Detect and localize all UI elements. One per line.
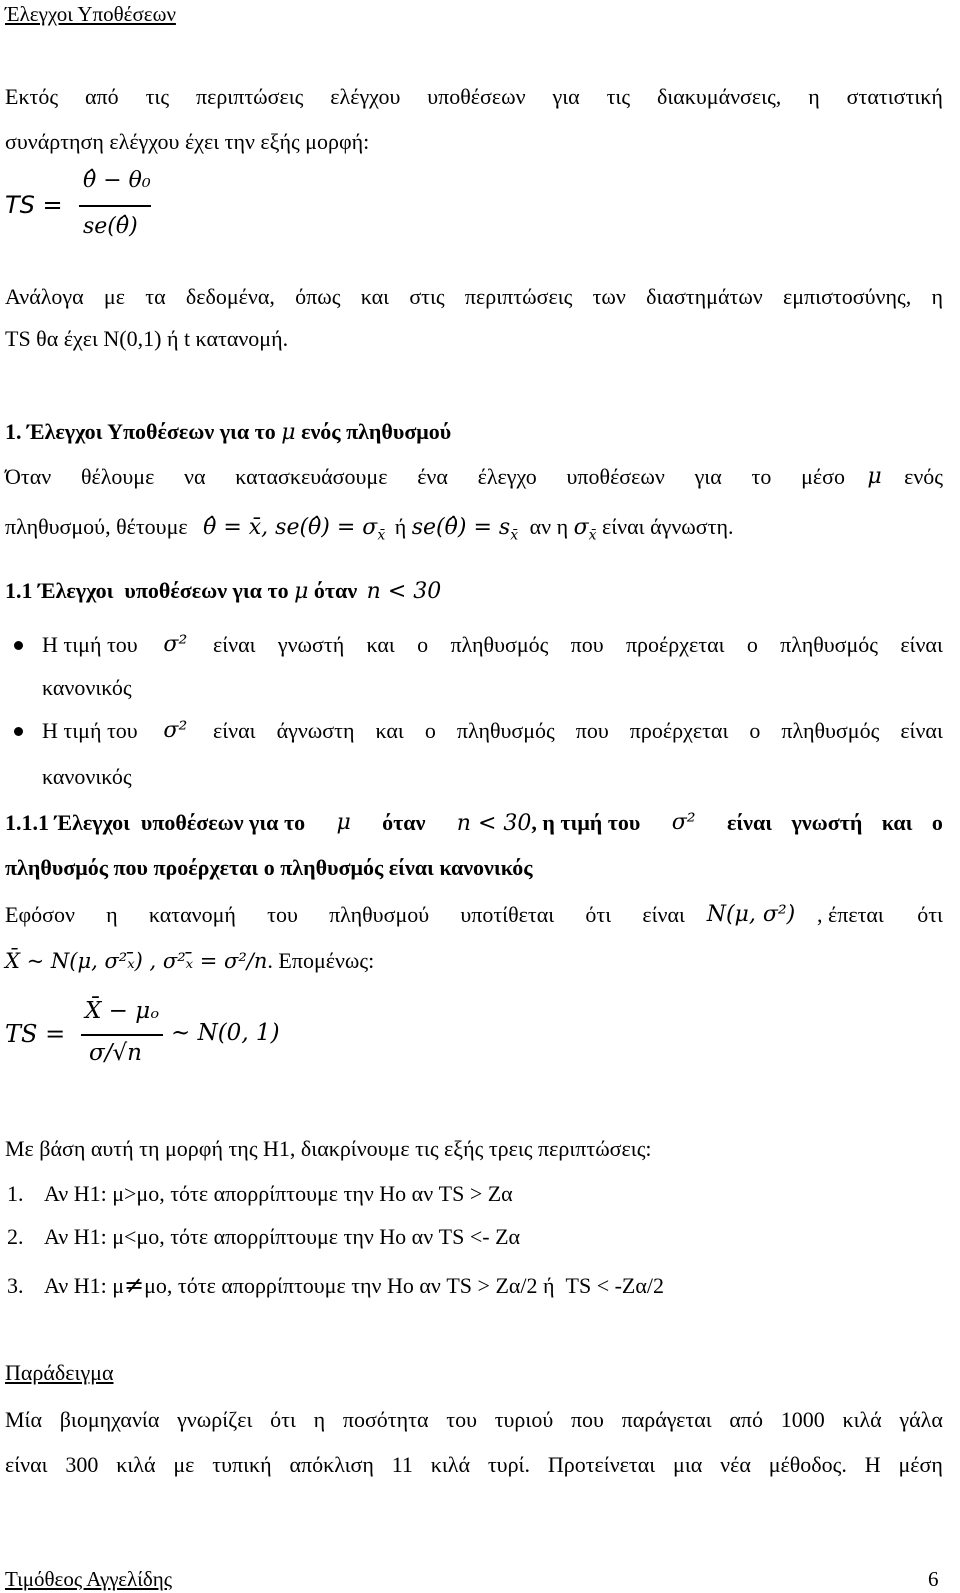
word: για — [552, 84, 580, 109]
section-1-p2-an: αν η — [529, 514, 569, 539]
example-title: Παράδειγμα — [5, 1360, 114, 1385]
word: 1000 — [780, 1407, 825, 1432]
bullet-1-continuation: κανονικός — [42, 675, 132, 700]
word: βιομηχανία — [59, 1407, 160, 1432]
word: Εφόσον — [5, 902, 75, 927]
word: ότι — [917, 902, 943, 927]
section-1-1-1-p2-end: . Επομένως: — [267, 948, 375, 973]
ts2-numerator: X̄ − μₒ — [85, 998, 160, 1024]
word: ελέγχου — [330, 84, 401, 109]
word: μια — [673, 1452, 703, 1477]
section-1-p1-end: ενός — [904, 464, 943, 489]
word: μέσο — [801, 464, 845, 489]
word: δεδομένα, — [185, 284, 275, 309]
bullet-dot-2 — [14, 727, 23, 736]
page-header-title: Έλεγχοι Υποθέσεων — [5, 2, 176, 26]
ts2-bar — [81, 1034, 163, 1036]
word: είναι — [900, 632, 943, 657]
word: κατανομή — [148, 902, 236, 927]
case-3-pre: Αν Η1: μ — [44, 1273, 124, 1298]
word: πληθυσμός — [450, 632, 549, 657]
section-1-1-1-h-mu: μ — [336, 810, 351, 835]
word: , έπεται — [816, 902, 884, 927]
word: Όταν — [5, 464, 52, 489]
ts-formula — [5, 168, 155, 260]
word: είναι — [900, 718, 943, 743]
word: να — [184, 464, 206, 489]
bullet-2-words — [213, 720, 943, 742]
ts-formula-denominator: se(θ̂) — [83, 214, 138, 239]
word: με — [173, 1452, 195, 1477]
word: στις — [409, 284, 445, 309]
intro-line-2: συνάρτηση ελέγχου έχει την εξής μορφή: — [5, 129, 370, 154]
case-2 — [5, 1226, 520, 1248]
word: γάλα — [899, 1407, 943, 1432]
intro-line-1 — [5, 86, 943, 108]
word: είναι — [726, 810, 773, 835]
section-1-heading-text: 1. Έλεγχοι Υποθέσεων για το — [5, 419, 276, 444]
word: ο — [417, 632, 429, 657]
word: πληθυσμού — [329, 902, 430, 927]
word: από — [729, 1407, 764, 1432]
word: Ανάλογα — [5, 284, 84, 309]
analogy-line-1 — [5, 286, 943, 308]
bullet-dot-1 — [14, 641, 23, 650]
section-1-1-heading — [5, 580, 441, 603]
word: προέρχεται — [625, 632, 725, 657]
case-1-num: 1. — [7, 1181, 24, 1206]
section-1-1-1-p1-dist: N(μ, σ²) — [706, 902, 796, 927]
section-1-1-1-paragraph-line-2 — [5, 950, 374, 972]
word: ο — [424, 718, 436, 743]
word: τυπική — [212, 1452, 272, 1477]
section-1-p2-or: ή — [394, 514, 407, 539]
section-1-p2-eq1: θ̂ = x̄, se(θ̂) = σ — [203, 515, 378, 540]
word: από — [85, 84, 119, 109]
section-1-1-1-p2-formula: X̄ ~ N(μ, σ²ₓ̄) , σ²ₓ̄ = σ²/n — [5, 949, 268, 973]
bullet-2-continuation: κανονικός — [42, 764, 132, 789]
word: μέθοδος. — [768, 1452, 847, 1477]
word: που — [570, 1407, 604, 1432]
section-1-heading-end: ενός πληθυσμού — [301, 419, 452, 444]
word: το — [751, 464, 772, 489]
case-3 — [5, 1273, 664, 1297]
section-1-1-1-p1-end — [817, 904, 943, 926]
analogy-line-2: TS θα έχει N(0,1) ή t κατανομή. — [5, 326, 289, 351]
ts-formula-lhs: TS = — [5, 191, 63, 219]
word: πληθυσμός — [780, 632, 879, 657]
word: και — [881, 810, 913, 835]
case-3-neq: ≠ — [124, 1271, 145, 1299]
case-1 — [5, 1183, 513, 1205]
word: 11 — [391, 1452, 413, 1477]
section-1-1-heading-cond: n < 30 — [366, 579, 442, 604]
word: μέση — [898, 1452, 943, 1477]
ts-formula-2 — [5, 998, 295, 1078]
section-1-p2-eq2: se(θ̂) = s — [411, 515, 511, 540]
word: άγνωστη — [276, 718, 355, 743]
section-1-p1-mu: μ — [867, 464, 882, 489]
word: απόκλιση — [289, 1452, 374, 1477]
bullet-2-start: Η τιμή του — [42, 718, 138, 743]
word: ότι — [270, 1407, 296, 1432]
section-1-paragraph-line-1 — [5, 466, 943, 488]
word: περιπτώσεις — [464, 284, 573, 309]
case-2-num: 2. — [7, 1224, 24, 1249]
word: η — [931, 284, 943, 309]
word: Μία — [5, 1407, 43, 1432]
word: για — [694, 464, 722, 489]
cases-intro: Με βάση αυτή τη μορφή της Η1, διακρίνουμε τις εξής τρεις περιπτώσεις: — [5, 1136, 652, 1161]
word: κιλά — [116, 1452, 156, 1477]
word: νέα — [720, 1452, 751, 1477]
word: προέρχεται — [629, 718, 729, 743]
word: ο — [746, 632, 758, 657]
word: και — [360, 284, 390, 309]
section-1-1-1-h-part3 — [727, 812, 943, 835]
word: πληθυσμός — [456, 718, 555, 743]
word: η — [106, 902, 118, 927]
word: όπως — [295, 284, 341, 309]
word: εμπιστοσύνης, — [783, 284, 912, 309]
section-1-1-heading-mu: μ — [294, 579, 309, 604]
section-1-1-1-heading-line-1 — [5, 812, 943, 835]
word: Προτείνεται — [547, 1452, 656, 1477]
ts2-rhs: ~ N(0, 1) — [171, 1020, 280, 1046]
section-1-p2-start: πληθυσμού, θέτουμε — [5, 514, 188, 539]
ts-formula-numerator: θ̂ − θ₀ — [83, 168, 151, 193]
footer-author: Τιμόθεος Αγγελίδης — [5, 1567, 173, 1591]
ts2-denominator: σ/√n — [89, 1040, 142, 1066]
footer-page-number: 6 — [928, 1567, 939, 1591]
word: που — [575, 718, 609, 743]
word: είναι — [642, 902, 685, 927]
case-3-text: μο, τότε απορρίπτουμε την Ηο αν TS > Zα/2 ή TS < -Zα/2 — [144, 1273, 665, 1298]
word: διακυμάνσεις, — [657, 84, 782, 109]
word: κιλά — [842, 1407, 882, 1432]
word: κιλά — [430, 1452, 470, 1477]
section-1-p2-sub2: x̄ — [510, 527, 519, 544]
word: πληθυσμός — [781, 718, 880, 743]
word: παράγεται — [621, 1407, 712, 1432]
section-1-paragraph-line-2 — [5, 516, 733, 542]
word: στατιστική — [846, 84, 943, 109]
word: 300 — [65, 1452, 99, 1477]
section-1-1-1-paragraph-line-1 — [5, 904, 943, 926]
section-1-1-1-heading-line-2: πληθυσμός που προέρχεται ο πληθυσμός είναι κανονικός — [5, 855, 533, 880]
section-1-p1-words — [5, 466, 845, 488]
word: γνωστή — [791, 810, 863, 835]
word: ότι — [585, 902, 612, 927]
word: υποθέσεων — [427, 84, 526, 109]
word: είναι — [213, 718, 256, 743]
section-1-1-1-h-part1: 1.1.1 Έλεγχοι υποθέσεων για το — [5, 810, 306, 835]
word: κατασκευάσουμε — [235, 464, 388, 489]
section-1-heading-mu: μ — [281, 420, 296, 445]
case-3-num: 3. — [7, 1273, 24, 1298]
word: του — [267, 902, 298, 927]
word: τις — [145, 84, 170, 109]
word: υποθέσεων — [566, 464, 665, 489]
word: θέλουμε — [80, 464, 155, 489]
word: διαστημάτων — [646, 284, 763, 309]
word: υποτίθεται — [460, 902, 555, 927]
word: γνωστή — [277, 632, 345, 657]
word: τυρί. — [487, 1452, 530, 1477]
word: του — [446, 1407, 477, 1432]
word: με — [103, 284, 125, 309]
word: Η — [864, 1452, 881, 1477]
section-1-1-1-p1-words — [5, 904, 685, 926]
section-1-1-1-h-part2: , η τιμή του — [531, 810, 641, 835]
section-1-p2-sub1: x̄ — [377, 527, 386, 544]
bullet-2-line — [42, 720, 943, 742]
word: και — [375, 718, 404, 743]
word: των — [592, 284, 626, 309]
word: ο — [749, 718, 761, 743]
bullet-1-start: Η τιμή του — [42, 632, 138, 657]
section-1-p2-sigma: σ — [573, 515, 589, 540]
ts2-lhs: TS = — [5, 1020, 66, 1048]
word: ένα — [417, 464, 448, 489]
section-1-p2-sub3: x̄ — [588, 527, 597, 544]
word: περιπτώσεις — [195, 84, 304, 109]
bullet-1-words — [213, 634, 943, 656]
bullet-1-line — [42, 634, 943, 656]
section-1-heading — [5, 421, 451, 444]
section-1-1-heading-text: 1.1 Έλεγχοι υποθέσεων για το — [5, 578, 289, 603]
word: τυριού — [494, 1407, 554, 1432]
case-2-text: Αν Η1: μ<μο, τότε απορρίπτουμε την Ηο αν TS <- Zα — [44, 1224, 521, 1249]
bullet-1-sym: σ² — [163, 632, 188, 657]
word: είναι — [5, 1452, 48, 1477]
section-1-1-1-h-sigma2: σ² — [671, 810, 696, 835]
word: είναι — [213, 632, 256, 657]
word: που — [570, 632, 604, 657]
word: και — [366, 632, 395, 657]
word: έλεγχο — [477, 464, 537, 489]
ts-formula-bar — [79, 205, 151, 207]
word: ο — [931, 810, 943, 835]
word: η — [808, 84, 820, 109]
example-line-2 — [5, 1454, 943, 1476]
section-1-1-1-h-otan: όταν — [382, 810, 426, 835]
word: Εκτός — [5, 84, 59, 109]
word: ποσότητα — [342, 1407, 429, 1432]
word: η — [313, 1407, 326, 1432]
word: τις — [606, 84, 631, 109]
word: τα — [145, 284, 166, 309]
case-1-text: Αν Η1: μ>μο, τότε απορρίπτουμε την Ηο αν TS > Zα — [44, 1181, 513, 1206]
section-1-1-1-h-cond: n < 30 — [456, 811, 532, 836]
section-1-1-heading-otan: όταν — [313, 578, 358, 603]
example-line-1 — [5, 1409, 943, 1431]
word: γνωρίζει — [177, 1407, 253, 1432]
bullet-2-sym: σ² — [163, 718, 188, 743]
section-1-p2-end: είναι άγνωστη. — [602, 514, 734, 539]
